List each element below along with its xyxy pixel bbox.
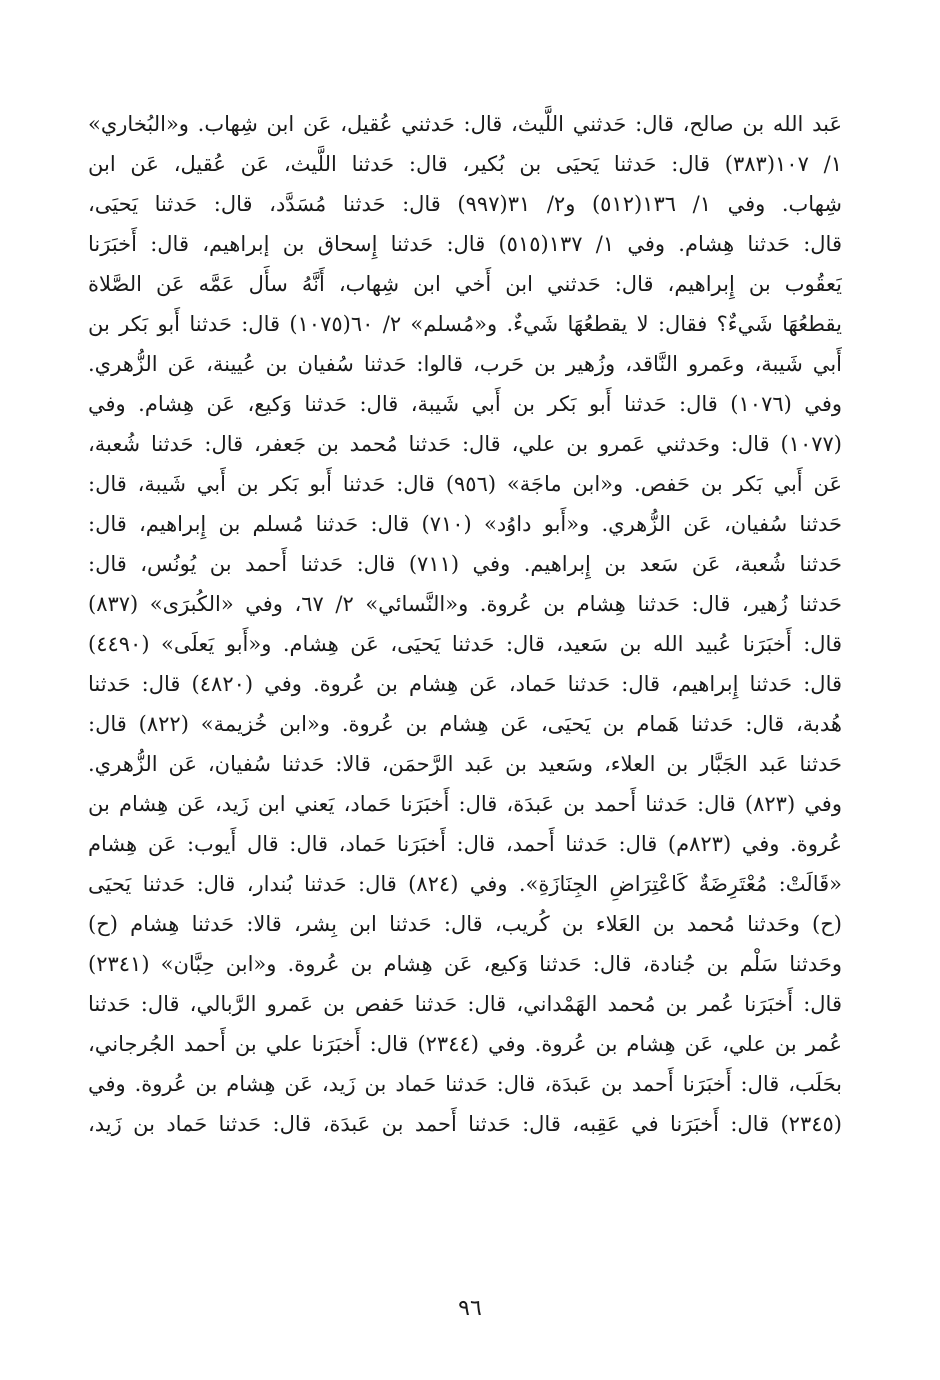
text-line: يَعقُوب بن إِبراهيم، قال: حَدثني ابن أَخي ابن شِهاب، أَنَّهُ سأَل عَمَّه عَن الصَّلاة bbox=[88, 272, 842, 296]
text-line: قال: أَخبَرَنا عُمر بن مُحمد الهَمْداني، قال: حَدثنا حَفص بن عَمرو الرَّبالي، قال: حَدثنا bbox=[88, 992, 842, 1016]
text-line: وفي (٨٢٣) قال: حَدثنا أَحمد بن عَبدَة، قال: أَخبَرَنا حَماد، يَعني ابن زَيد، عَن هِشام بن bbox=[88, 792, 842, 816]
text-line: أَبي شَيبة، وعَمرو النَّاقد، وزُهير بن حَرب، قالوا: حَدثنا سُفيان بن عُيينة، عَن الزُّهري. bbox=[88, 352, 842, 376]
text-line: عُمر بن علي، عَن هِشام بن عُروة. وفي (٢٣٤٤) قال: أَخبَرَنا علي بن أَحمد الجُرجاني، bbox=[88, 1032, 842, 1056]
page-number: ٩٦ bbox=[458, 1296, 482, 1321]
text-line: بحَلَب، قال: أَخبَرَنا أَحمد بن عَبدَة، قال: حَدثنا حَماد بن زَيد، عَن هِشام بن عُروة. وفي bbox=[88, 1072, 842, 1096]
text-line: وحَدثنا سَلْم بن جُنادة، قال: حَدثنا وَكيع، عَن هِشام بن عُروة. و«ابن حِبَّان» (٢٣٤١) bbox=[88, 952, 842, 976]
text-line: شِهاب. وفي ١/ ١٣٦(٥١٢) و٢/ ٣١(٩٩٧) قال: حَدثنا مُسَدَّد، قال: حَدثنا يَحيَى، bbox=[88, 192, 842, 216]
text-line: عَن أَبي بَكر بن حَفص. و«ابن ماجَة» (٩٥٦) قال: حَدثنا أَبو بَكر بن أَبي شَيبة، قال: bbox=[88, 472, 842, 496]
text-line: قال: حَدثنا إِبراهيم، قال: حَدثنا حَماد، عَن هِشام بن عُروة. وفي (٤٨٢٠) قال: حَدثنا bbox=[88, 672, 842, 696]
text-line: قال: أَخبَرَنا عُبيد الله بن سَعيد، قال: حَدثنا يَحيَى، عَن هِشام. و«أَبو يَعلَى» (٤٤٩٠) bbox=[88, 632, 842, 656]
text-line: عُروة. وفي (٨٢٣م) قال: حَدثنا أَحمد، قال: أَخبَرَنا حَماد، قال: قال أَيوب: عَن هِشام bbox=[88, 832, 842, 856]
text-line: «قَالَتْ: مُعْتَرِضَةٌ كَاعْتِرَاضِ الجِنَازَةِ». وفي (٨٢٤) قال: حَدثنا بُندار، قال: حَدثنا يَحيَى bbox=[88, 872, 842, 896]
text-line: (١٠٧٧) قال: وحَدثني عَمرو بن علي، قال: حَدثنا مُحمد بن جَعفر، قال: حَدثنا شُعبة، bbox=[88, 432, 842, 456]
text-line: (ح) وحَدثنا مُحمد بن العَلاء بن كُريب، قال: حَدثنا ابن بِشر، قالا: حَدثنا هِشام (ح) bbox=[88, 912, 842, 936]
text-line: هُدبة، قال: حَدثنا هَمام بن يَحيَى، عَن هِشام بن عُروة. و«ابن خُزيمة» (٨٢٢) قال: bbox=[88, 712, 842, 736]
text-line: قال: حَدثنا هِشام. وفي ١/ ١٣٧(٥١٥) قال: حَدثنا إِسحاق بن إبراهيم، قال: أَخبَرَنا bbox=[88, 232, 842, 256]
text-line: ١/ ١٠٧(٣٨٣) قال: حَدثنا يَحيَى بن بُكير، قال: حَدثنا اللَّيث، عَن عُقيل، عَن ابن bbox=[88, 152, 842, 176]
text-line: يقطعُهَا شَيءٌ؟ فقال: لا يقطعُهَا شَيءٌ. و«مُسلم» ٢/ ٦٠(١٠٧٥) قال: حَدثنا أَبو بَكر بن bbox=[88, 312, 842, 336]
text-line: حَدثنا شُعبة، عَن سَعد بن إِبراهيم. وفي (٧١١) قال: حَدثنا أَحمد بن يُونُس، قال: bbox=[88, 552, 842, 576]
text-line: عَبد الله بن صالح، قال: حَدثني اللَّيث، قال: حَدثني عُقيل، عَن ابن شِهاب. و«البُخاري» bbox=[88, 112, 842, 136]
text-line: وفي (١٠٧٦) قال: حَدثنا أَبو بَكر بن أَبي شَيبة، قال: حَدثنا وَكيع، عَن هِشام. وفي bbox=[88, 392, 842, 416]
hadith-text-block bbox=[88, 104, 842, 1144]
text-line: حَدثنا عَبد الجَبَّار بن العلاء، وسَعيد بن عَبد الرَّحمَن، قالا: حَدثنا سُفيان، عَن الزُّهري. bbox=[88, 752, 842, 776]
text-line: (٢٣٤٥) قال: أَخبَرَنا في عَقِبه، قال: حَدثنا أَحمد بن عَبدَة، قال: حَدثنا حَماد بن زَيد، bbox=[88, 1112, 842, 1136]
text-line: حَدثنا سُفيان، عَن الزُّهري. و«أَبو داوُد» (٧١٠) قال: حَدثنا مُسلم بن إِبراهيم، قال: bbox=[88, 512, 842, 536]
text-line: حَدثنا زُهير، قال: حَدثنا هِشام بن عُروة. و«النَّسائي» ٢/ ٦٧، وفي «الكُبرَى» (٨٣٧) bbox=[88, 592, 842, 616]
